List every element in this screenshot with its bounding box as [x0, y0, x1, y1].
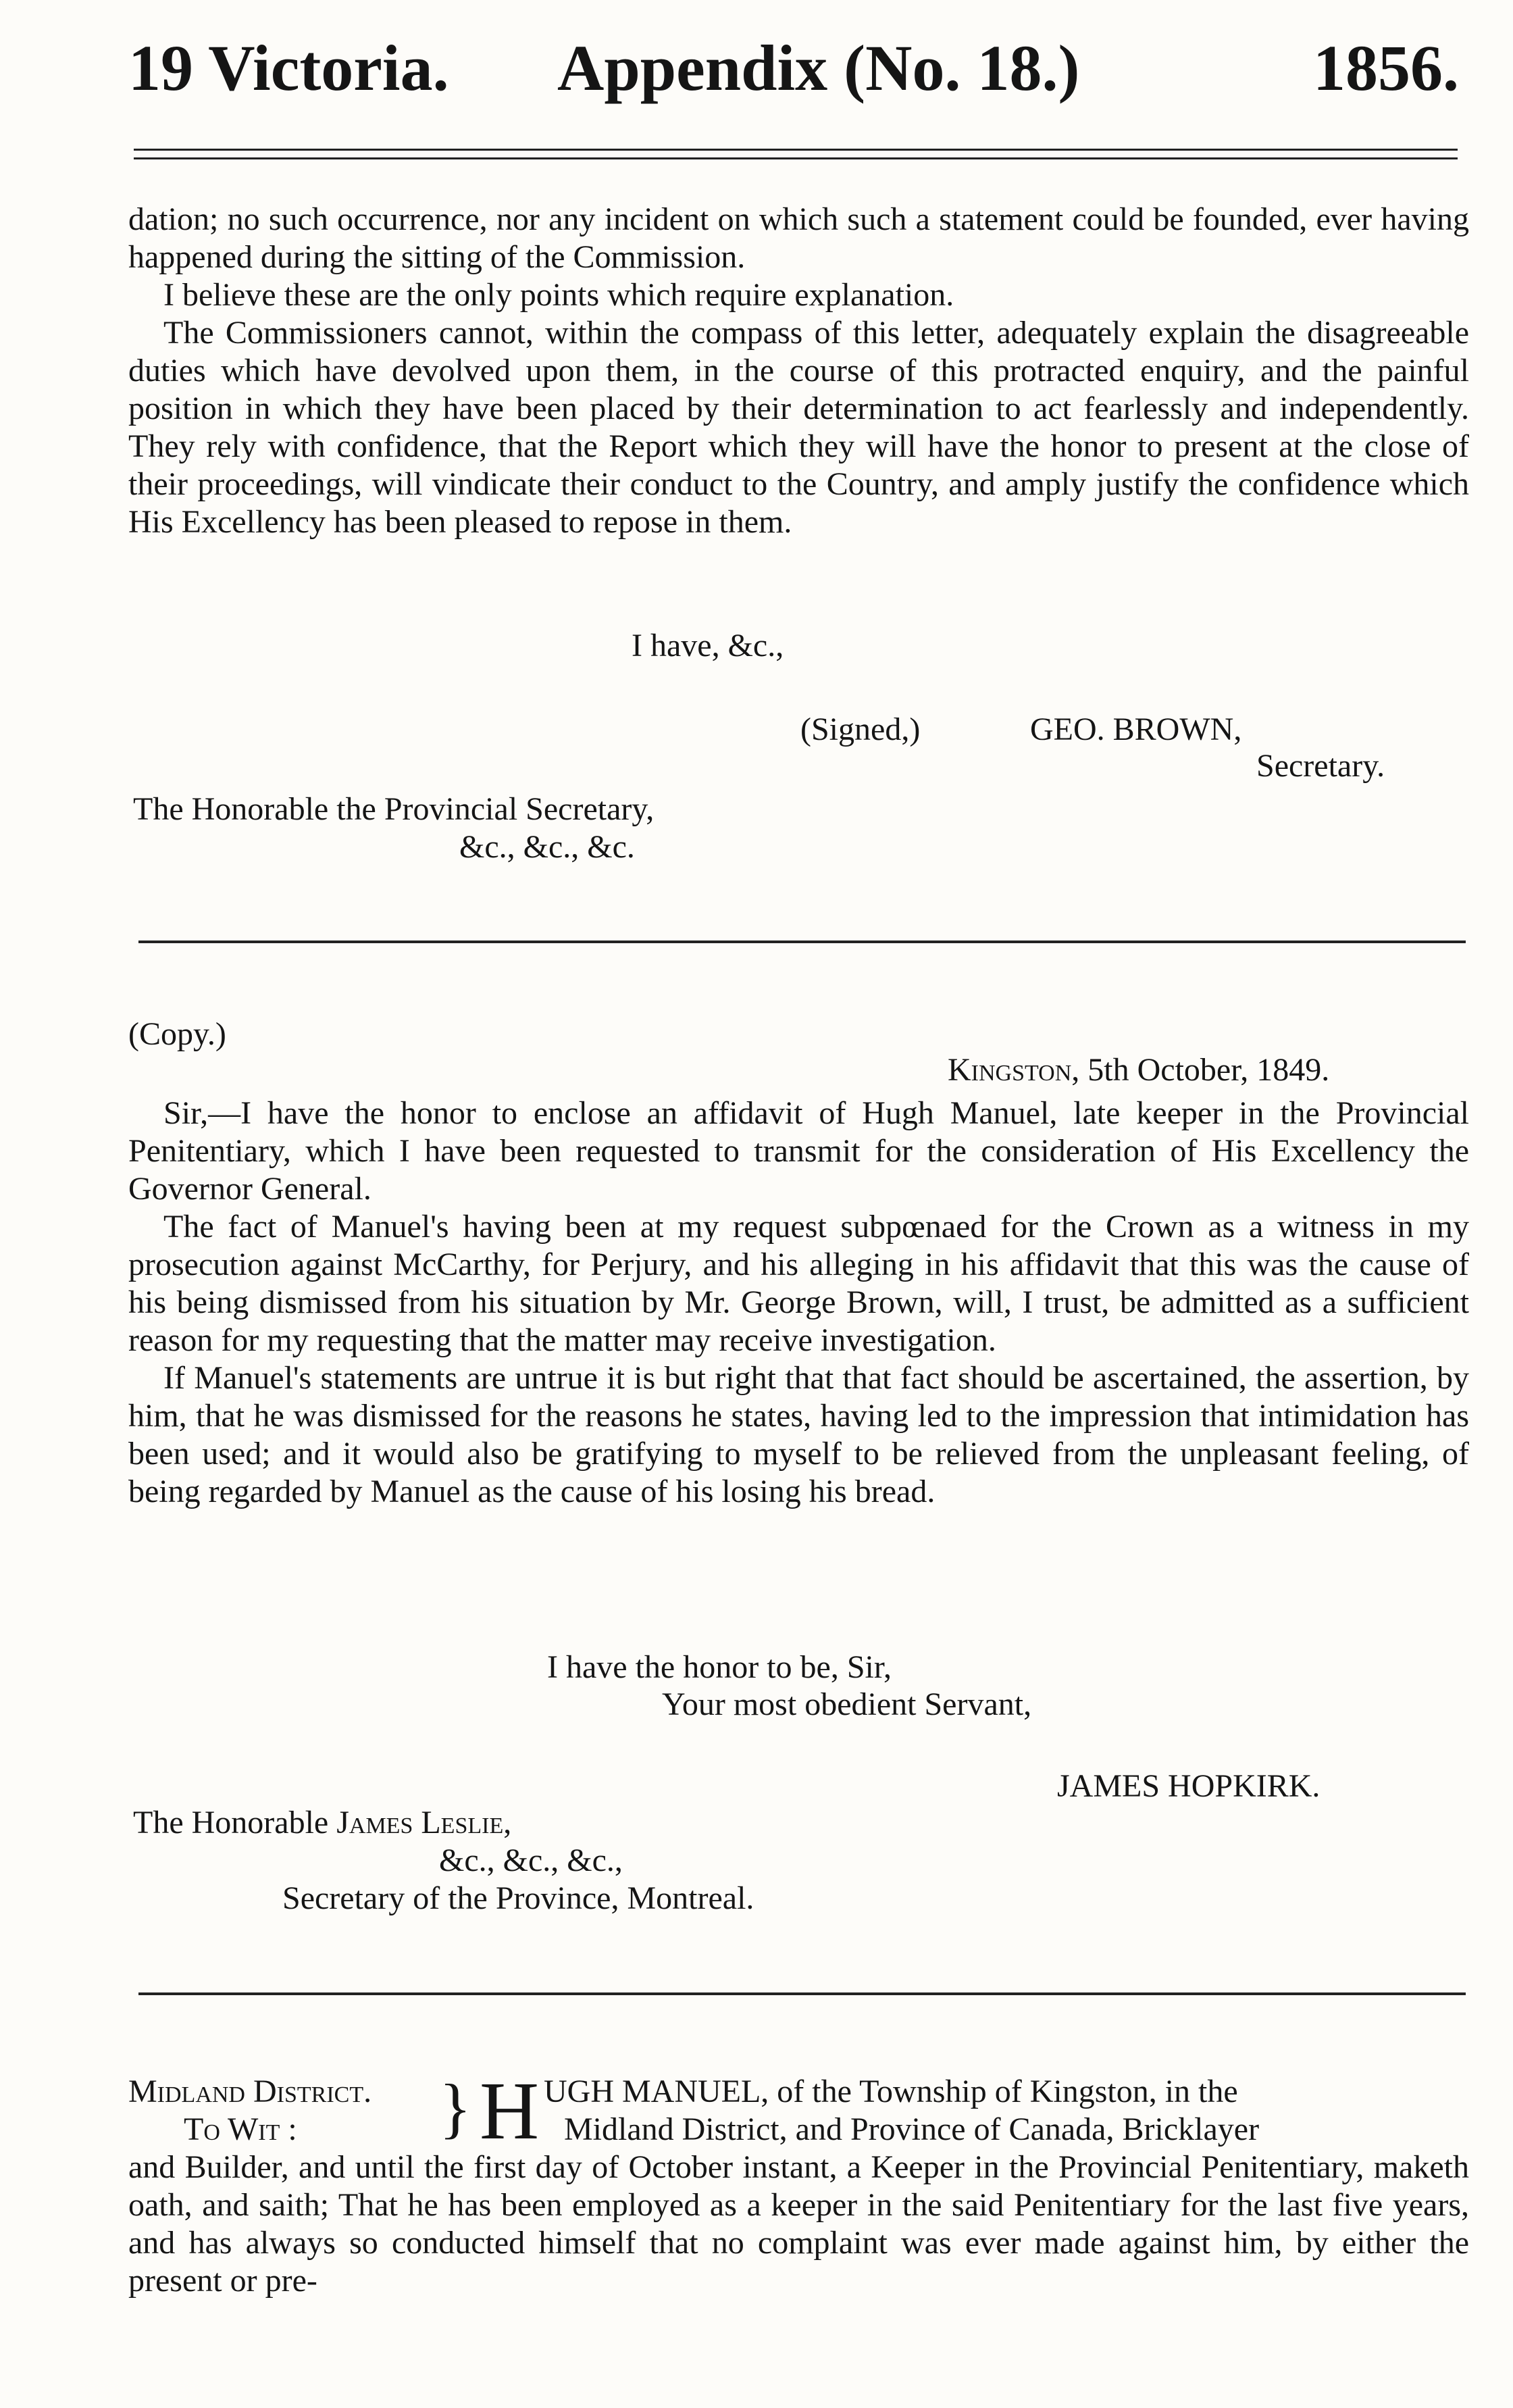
paragraph: The Commissioners cannot, within the compass of this letter, adequately explain the disagreeable duties which have devolved upon them, in the course of this protracted enquiry, and the painful position in which they have been placed by their determination to act fearlessly and independently. They rely with confidence, that the Report which they will have the honor to present at the close of their proceedings, will vindicate their conduct to the Country, and amply justify the confidence which His Excellency has been pleased to repose in them. [128, 315, 1469, 540]
letter-2-closing-1: I have the honor to be, Sir, [547, 1649, 892, 1685]
affidavit-body: and Builder, and until the first day of October instant, a Keeper in the Provincial Penitentiary, maketh oath, and saith; That he has been employed as a keeper in the said Penitentiary for the last five years, and has always so conducted himself that no complaint was ever made against him, by either the present or pre- [128, 2149, 1469, 2299]
letter-2-signer: JAMES HOPKIRK. [1057, 1768, 1320, 1804]
letter-2-closing-2: Your most obedient Servant, [662, 1686, 1032, 1722]
running-head [122, 24, 1466, 112]
signed-label: (Signed,) [800, 711, 921, 747]
letter-2-place: Kingston [948, 1052, 1072, 1088]
paragraph: I believe these are the only points which require explanation. [163, 277, 954, 313]
copy-label: (Copy.) [128, 1016, 226, 1052]
header-year: 1856. [1313, 32, 1459, 104]
letter-2-addressee-etc: &c., &c., &c., [439, 1842, 623, 1878]
letter-1-addressee-etc: &c., &c., &c. [459, 829, 635, 865]
header-double-rule [134, 149, 1458, 159]
header-appendix: Appendix (No. 18.) [557, 32, 1080, 104]
letter-2-addressee [133, 1804, 511, 1842]
paragraph: The fact of Manuel's having been at my request subpœnaed for the Crown as a witness in my prosecution against McCarthy, for Perjury, and his alleging in his affidavit that this was the cause of his being dismissed from his situation by Mr. George Brown, will, I trust, be admitted as a sufficient reason for my requesting that the matter may receive investigation. [128, 1209, 1469, 1358]
letter-1-closing: I have, &c., [632, 628, 784, 663]
paragraph: dation; no such occurrence, nor any incident on which such a statement could be founded, ever having happened during the sitting of the Commission. [128, 201, 1469, 275]
letter-2-date: , 5th October, 1849. [1071, 1052, 1330, 1088]
addressee-name: James Leslie, [336, 1805, 512, 1840]
header-session: 19 Victoria. [128, 32, 449, 104]
letter-2-addressee-title: Secretary of the Province, Montreal. [282, 1880, 754, 1916]
venue-brace: } [439, 2070, 471, 2145]
paragraph: If Manuel's statements are untrue it is but right that that fact should be ascertained, the assertion, by him, that he was dismissed for the reasons he states, having led to the impression that intimidation has been used; and it would also be gratifying to myself to be relieved from the unpleasant feeling, of being regarded by Manuel as the cause of his losing his bread. [128, 1360, 1469, 1509]
letter-1-signer: GEO. BROWN, [1030, 711, 1242, 747]
letter-2-dateline [948, 1051, 1329, 1089]
letter-1-addressee: The Honorable the Provincial Secretary, [133, 791, 655, 827]
addressee-prefix: The Honorable [133, 1805, 337, 1840]
affidavit-text [128, 2065, 1469, 2300]
drop-cap: H [480, 2065, 540, 2157]
section-rule [138, 940, 1466, 943]
section-rule [138, 1992, 1466, 1995]
affidavit-line-2: Midland District, and Province of Canada, Bricklayer [564, 2111, 1260, 2147]
letter-1-body [128, 201, 1469, 541]
affidavit-line-1: UGH MANUEL, of the Township of Kingston, in the [544, 2074, 1238, 2109]
venue-to-wit: To Wit : [184, 2111, 297, 2147]
letter-2-body [128, 1095, 1469, 1511]
venue-district: Midland District. [128, 2074, 372, 2109]
paragraph: Sir,—I have the honor to enclose an affidavit of Hugh Manuel, late keeper in the Provincial Penitentiary, which I have been requested to transmit for the consideration of His Excellency the Governor General. [128, 1095, 1469, 1207]
letter-1-signer-title: Secretary. [1256, 748, 1385, 784]
